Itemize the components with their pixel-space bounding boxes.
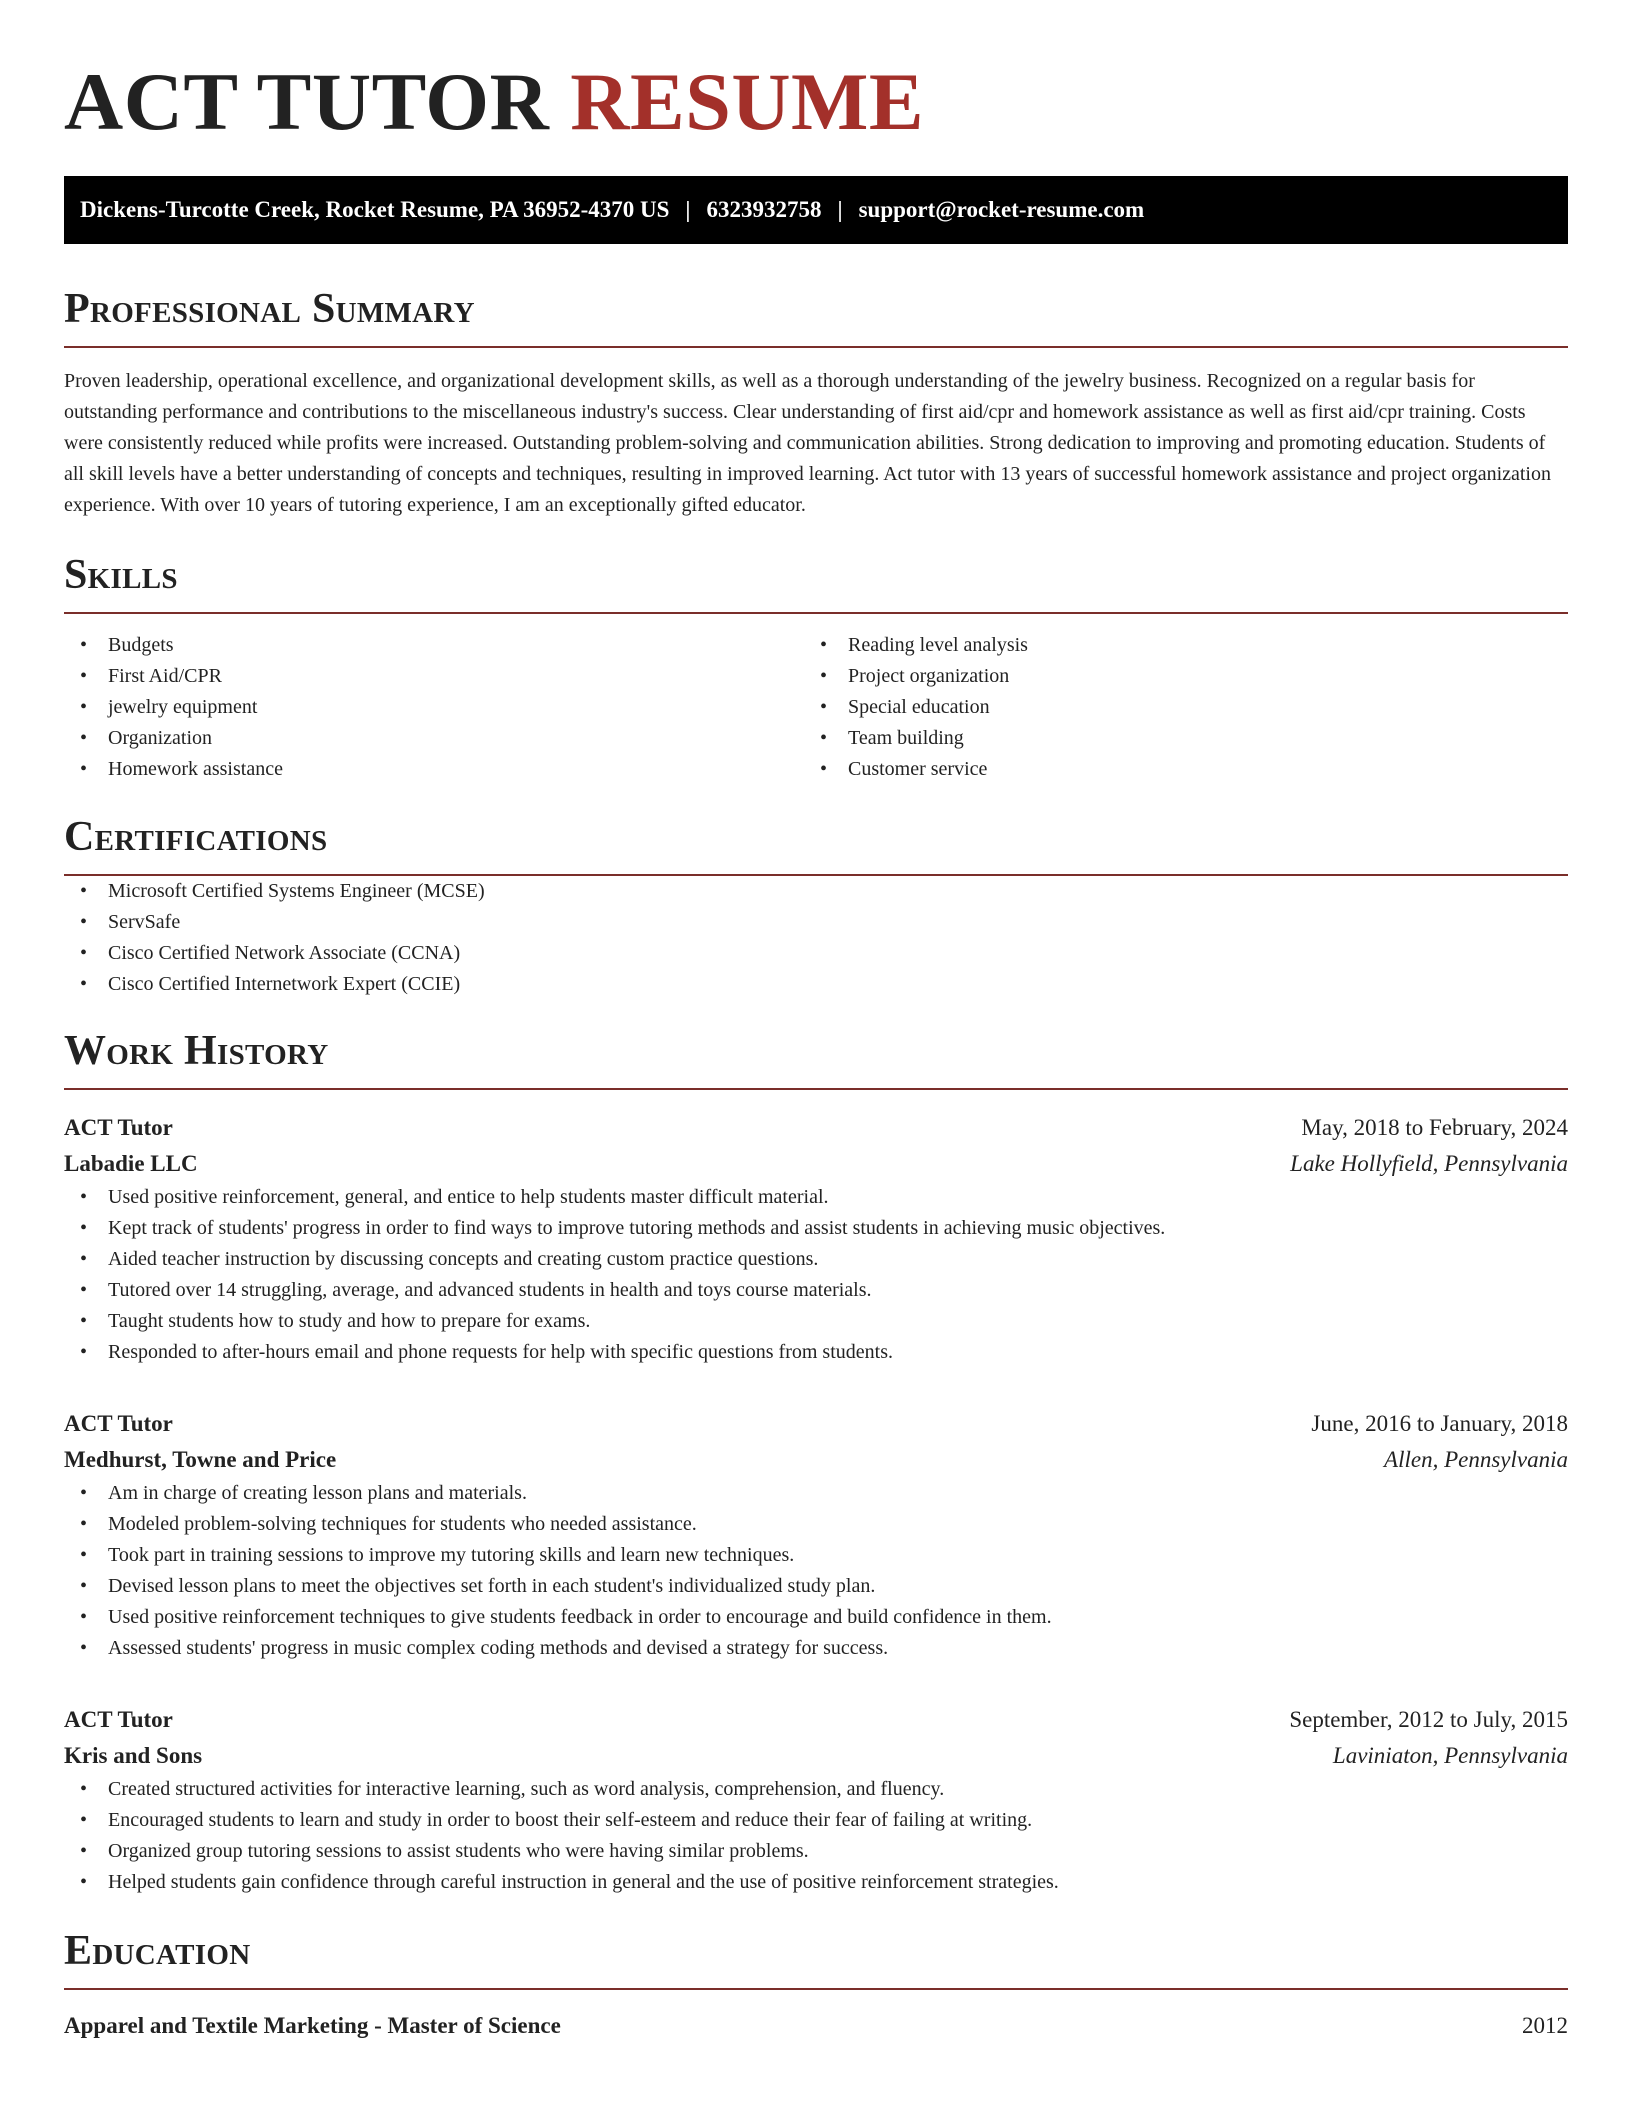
job-duty: • Tutored over 14 struggling, average, and advanced students in health and toys course materials. bbox=[64, 1275, 1568, 1306]
job-entry bbox=[64, 1406, 1568, 1664]
job-duty: • Kept track of students' progress in order to find ways to improve tutoring methods and assist students in achieving music objectives. bbox=[64, 1213, 1568, 1244]
skill-item: • Organization bbox=[64, 723, 804, 754]
job-location: Laviniaton, Pennsylvania bbox=[1332, 1743, 1568, 1768]
job-entry bbox=[64, 1702, 1568, 1898]
professional-summary-section bbox=[64, 286, 1568, 521]
job-duties-list bbox=[64, 1774, 1568, 1898]
job-duty: • Modeled problem-solving techniques for students who needed assistance. bbox=[64, 1509, 1568, 1540]
job-duty: • Responded to after-hours email and phone requests for help with specific questions from students. bbox=[64, 1337, 1568, 1368]
job-company-row bbox=[64, 1146, 1568, 1182]
job-company: Medhurst, Towne and Price bbox=[64, 1447, 337, 1472]
job-title: ACT Tutor bbox=[64, 1411, 173, 1436]
contact-phone: 6323932758 bbox=[706, 197, 822, 222]
job-duty: • Created structured activities for interactive learning, such as word analysis, comprehension, and fluency. bbox=[64, 1774, 1568, 1805]
education-entry bbox=[64, 2008, 1568, 2044]
job-company: Kris and Sons bbox=[64, 1743, 203, 1768]
skill-item: • First Aid/CPR bbox=[64, 661, 804, 692]
certification-item: • ServSafe bbox=[64, 907, 1568, 938]
title-accent: RESUME bbox=[570, 56, 925, 147]
skill-item: • Customer service bbox=[804, 754, 1544, 785]
section-heading: Professional Summary bbox=[64, 286, 475, 332]
skill-item: • Homework assistance bbox=[64, 754, 804, 785]
section-heading: Skills bbox=[64, 552, 178, 598]
section-divider bbox=[64, 346, 1568, 348]
job-duties-list bbox=[64, 1182, 1568, 1368]
education-section bbox=[64, 1928, 1568, 2044]
section-divider bbox=[64, 1988, 1568, 1990]
job-duty: • Organized group tutoring sessions to assist students who were having similar problems. bbox=[64, 1836, 1568, 1867]
job-duty: • Helped students gain confidence through careful instruction in general and the use of positive reinforcement strategies. bbox=[64, 1867, 1568, 1898]
summary-text: Proven leadership, operational excellence, and organizational development skills, as well as a thorough understanding of the jewelry business. Recognized on a regular basis for outstanding performance and contributions to the miscellaneous industry's success. Clear understanding of first aid/cpr and homework assistance as well as first aid/cpr training. Costs were consistently reduced while profits were increased. Outstanding problem-solving and communication abilities. Strong dedication to improving and promoting education. Students of all skill levels have a better understanding of concepts and techniques, resulting in improved learning. Act tutor with 13 years of successful homework assistance and project organization experience. With over 10 years of tutoring experience, I am an exceptionally gifted educator. bbox=[64, 370, 1551, 516]
section-heading: Certifications bbox=[64, 814, 328, 860]
education-degree: Apparel and Textile Marketing - Master of Science bbox=[64, 2013, 561, 2038]
job-dates: September, 2012 to July, 2015 bbox=[1289, 1707, 1568, 1732]
section-divider bbox=[64, 612, 1568, 614]
contact-email[interactable]: support@rocket-resume.com bbox=[858, 197, 1145, 222]
job-company: Labadie LLC bbox=[64, 1151, 198, 1176]
job-entry bbox=[64, 1110, 1568, 1368]
job-duty: • Am in charge of creating lesson plans and materials. bbox=[64, 1478, 1568, 1509]
title-main: ACT TUTOR bbox=[64, 56, 550, 147]
job-title: ACT Tutor bbox=[64, 1707, 173, 1732]
section-divider bbox=[64, 1088, 1568, 1090]
education-year: 2012 bbox=[1522, 2013, 1568, 2038]
certification-item: • Microsoft Certified Systems Engineer (MCSE) bbox=[64, 876, 1568, 907]
job-duty: • Aided teacher instruction by discussing concepts and creating custom practice questions. bbox=[64, 1244, 1568, 1275]
skills-section bbox=[64, 552, 1568, 785]
skills-grid bbox=[64, 630, 1568, 785]
job-location: Lake Hollyfield, Pennsylvania bbox=[1290, 1151, 1568, 1176]
job-duty: • Assessed students' progress in music complex coding methods and devised a strategy for success. bbox=[64, 1633, 1568, 1664]
skill-item: • Project organization bbox=[804, 661, 1544, 692]
job-dates: June, 2016 to January, 2018 bbox=[1311, 1411, 1568, 1436]
job-header-row bbox=[64, 1406, 1568, 1442]
work-history-section bbox=[64, 1028, 1568, 1898]
job-duty: • Used positive reinforcement, general, and entice to help students master difficult material. bbox=[64, 1182, 1568, 1213]
certification-item: • Cisco Certified Internetwork Expert (CCIE) bbox=[64, 969, 1568, 1000]
skill-item: • Budgets bbox=[64, 630, 804, 661]
certifications-section bbox=[64, 814, 1568, 1000]
job-header-row bbox=[64, 1702, 1568, 1738]
job-header-row bbox=[64, 1110, 1568, 1146]
contact-bar bbox=[64, 176, 1568, 244]
skill-item: • Special education bbox=[804, 692, 1544, 723]
job-duty: • Taught students how to study and how to prepare for exams. bbox=[64, 1306, 1568, 1337]
section-heading: Work History bbox=[64, 1028, 329, 1074]
skills-list-left bbox=[64, 630, 804, 785]
job-company-row bbox=[64, 1442, 1568, 1478]
skill-item: • Reading level analysis bbox=[804, 630, 1544, 661]
job-duty: • Took part in training sessions to improve my tutoring skills and learn new techniques. bbox=[64, 1540, 1568, 1571]
certification-item: • Cisco Certified Network Associate (CCNA) bbox=[64, 938, 1568, 969]
job-title: ACT Tutor bbox=[64, 1115, 173, 1140]
skill-item: • jewelry equipment bbox=[64, 692, 804, 723]
resume-title bbox=[64, 0, 1568, 146]
job-dates: May, 2018 to February, 2024 bbox=[1301, 1115, 1568, 1140]
skill-item: • Team building bbox=[804, 723, 1544, 754]
job-duty: • Used positive reinforcement techniques to give students feedback in order to encourage and build confidence in them. bbox=[64, 1602, 1568, 1633]
job-company-row bbox=[64, 1738, 1568, 1774]
contact-address: Dickens-Turcotte Creek, Rocket Resume, PA 36952-4370 US bbox=[80, 197, 670, 222]
job-duty: • Encouraged students to learn and study in order to boost their self-esteem and reduce their fear of failing at writing. bbox=[64, 1805, 1568, 1836]
contact-separator: | bbox=[837, 197, 843, 222]
skills-list-right bbox=[804, 630, 1544, 785]
section-heading: Education bbox=[64, 1928, 251, 1974]
job-duties-list bbox=[64, 1478, 1568, 1664]
contact-separator: | bbox=[685, 197, 691, 222]
job-duty: • Devised lesson plans to meet the objectives set forth in each student's individualized study plan. bbox=[64, 1571, 1568, 1602]
education-header-row bbox=[64, 2008, 1568, 2044]
certifications-list bbox=[64, 876, 1568, 1000]
job-location: Allen, Pennsylvania bbox=[1384, 1447, 1568, 1472]
